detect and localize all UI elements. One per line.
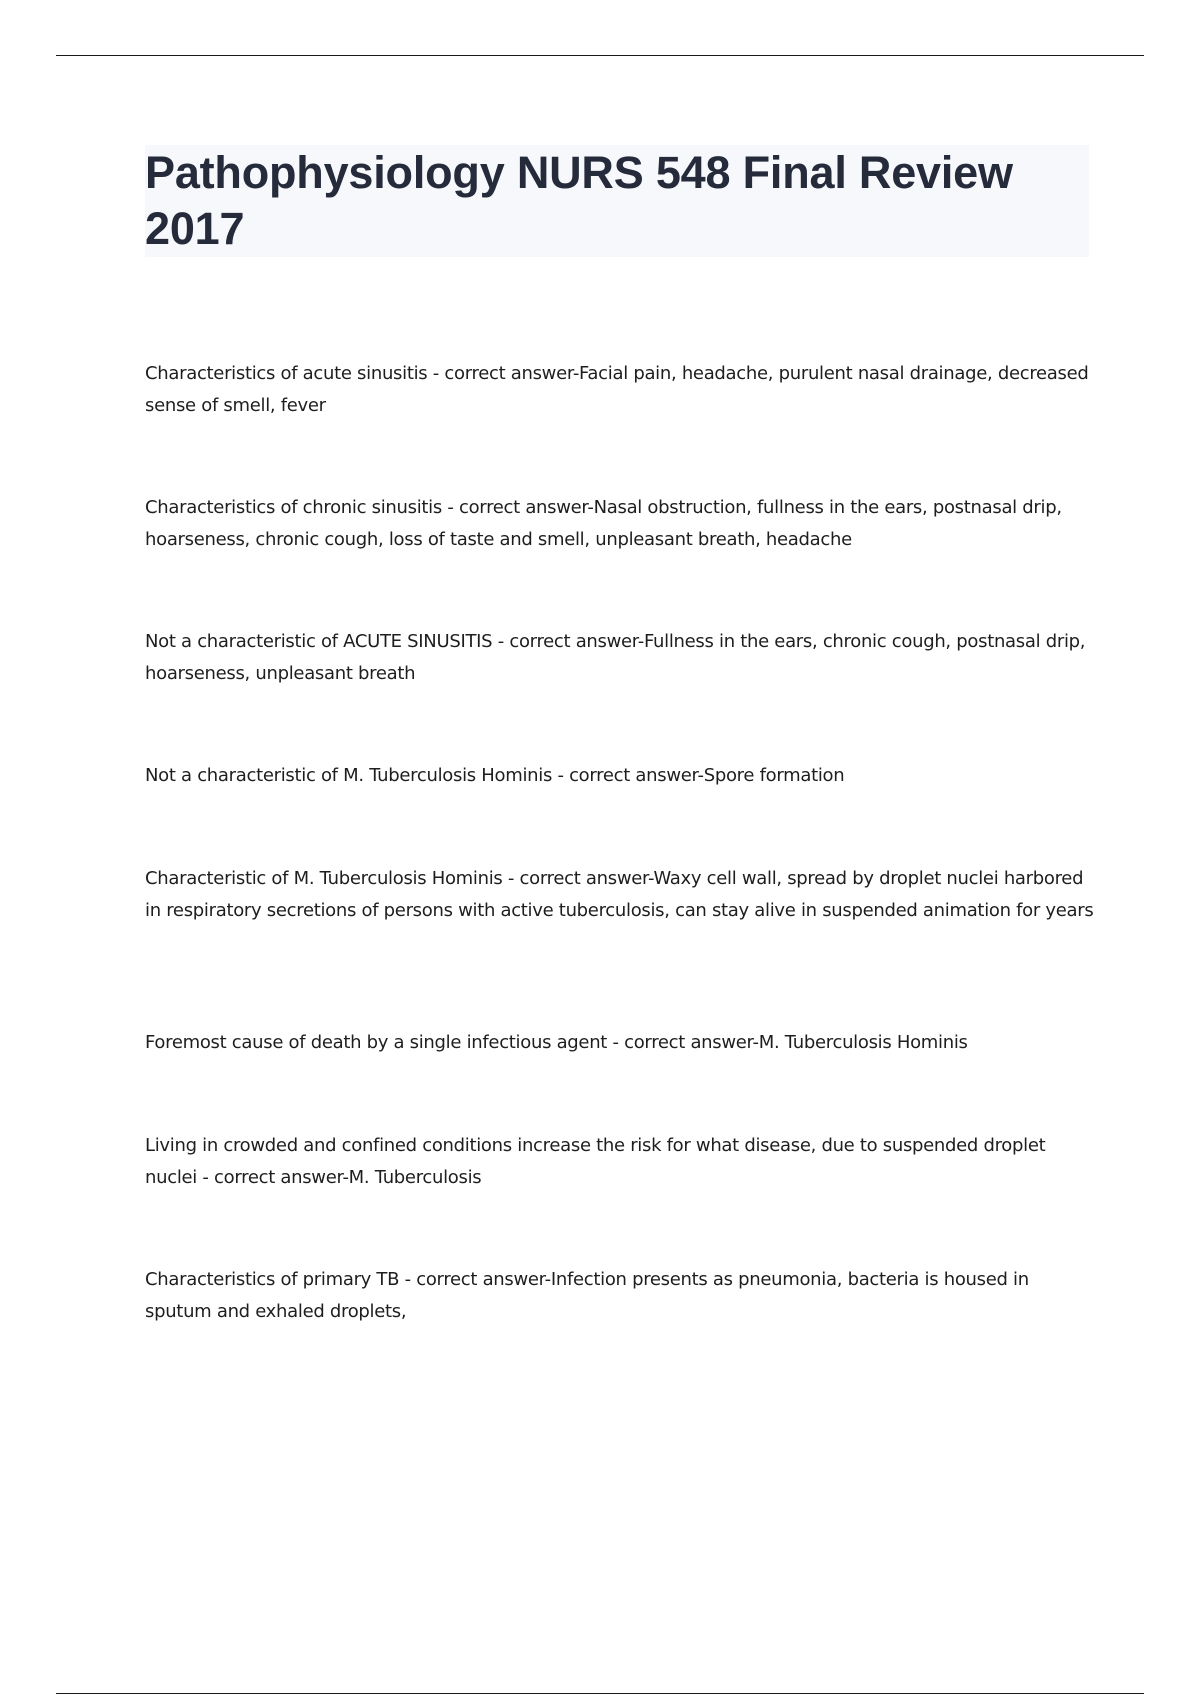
qa-item <box>145 863 1095 927</box>
question-text: Characteristics of primary TB <box>145 1269 400 1290</box>
question-text: Characteristics of acute sinusitis <box>145 363 428 384</box>
answer-separator: - correct answer- <box>399 1269 551 1290</box>
answer-separator: - correct answer- <box>607 1032 759 1053</box>
question-text: Not a characteristic of M. Tuberculosis Hominis <box>145 765 553 786</box>
answer-text: Facial pain, headache, purulent nasal drainage, decreased sense of smell, fever <box>145 363 1089 416</box>
answer-text: Spore formation <box>703 765 845 786</box>
answer-text: Infection presents as pneumonia, bacteria is housed in sputum and exhaled droplets, <box>145 1269 1029 1322</box>
answer-separator: - correct answer- <box>492 631 644 652</box>
question-text: Characteristic of M. Tuberculosis Hominis <box>145 868 503 889</box>
qa-item <box>145 626 1095 690</box>
answer-separator: - correct answer- <box>197 1167 349 1188</box>
qa-item <box>145 1027 1095 1059</box>
answer-separator: - correct answer- <box>427 363 580 384</box>
answer-text: Waxy cell wall, spread by droplet nuclei harbored in respiratory secretions of persons with active tuberculosis, can stay alive in suspended animation for years <box>145 868 1094 921</box>
question-text: Living in crowded and confined conditions increase the risk for what disease, due to suspended droplet nuclei <box>145 1135 1046 1188</box>
answer-separator: - correct answer- <box>502 868 654 889</box>
answer-text: M. Tuberculosis <box>348 1167 482 1188</box>
question-text: Characteristics of chronic sinusitis <box>145 497 442 518</box>
answer-text: Nasal obstruction, fullness in the ears, postnasal drip, hoarseness, chronic cough, loss of taste and smell, unpleasant breath, headache <box>145 497 1062 550</box>
qa-item <box>145 492 1095 556</box>
qa-item <box>145 1264 1095 1328</box>
answer-separator: - correct answer- <box>552 765 704 786</box>
answer-separator: - correct answer- <box>441 497 594 518</box>
answer-text: Fullness in the ears, chronic cough, postnasal drip, hoarseness, unpleasant breath <box>145 631 1086 684</box>
page-title: Pathophysiology NURS 548 Final Review 2017 <box>145 147 1013 254</box>
title-block <box>145 145 1089 257</box>
qa-item <box>145 760 1095 792</box>
answer-text: M. Tuberculosis Hominis <box>758 1032 968 1053</box>
qa-item <box>145 1130 1095 1194</box>
footer-rule <box>56 1693 1144 1694</box>
qa-item <box>145 358 1095 422</box>
question-text: Foremost cause of death by a single infectious agent <box>145 1032 608 1053</box>
question-text: Not a characteristic of ACUTE SINUSITIS <box>145 631 493 652</box>
header-rule <box>56 55 1144 56</box>
